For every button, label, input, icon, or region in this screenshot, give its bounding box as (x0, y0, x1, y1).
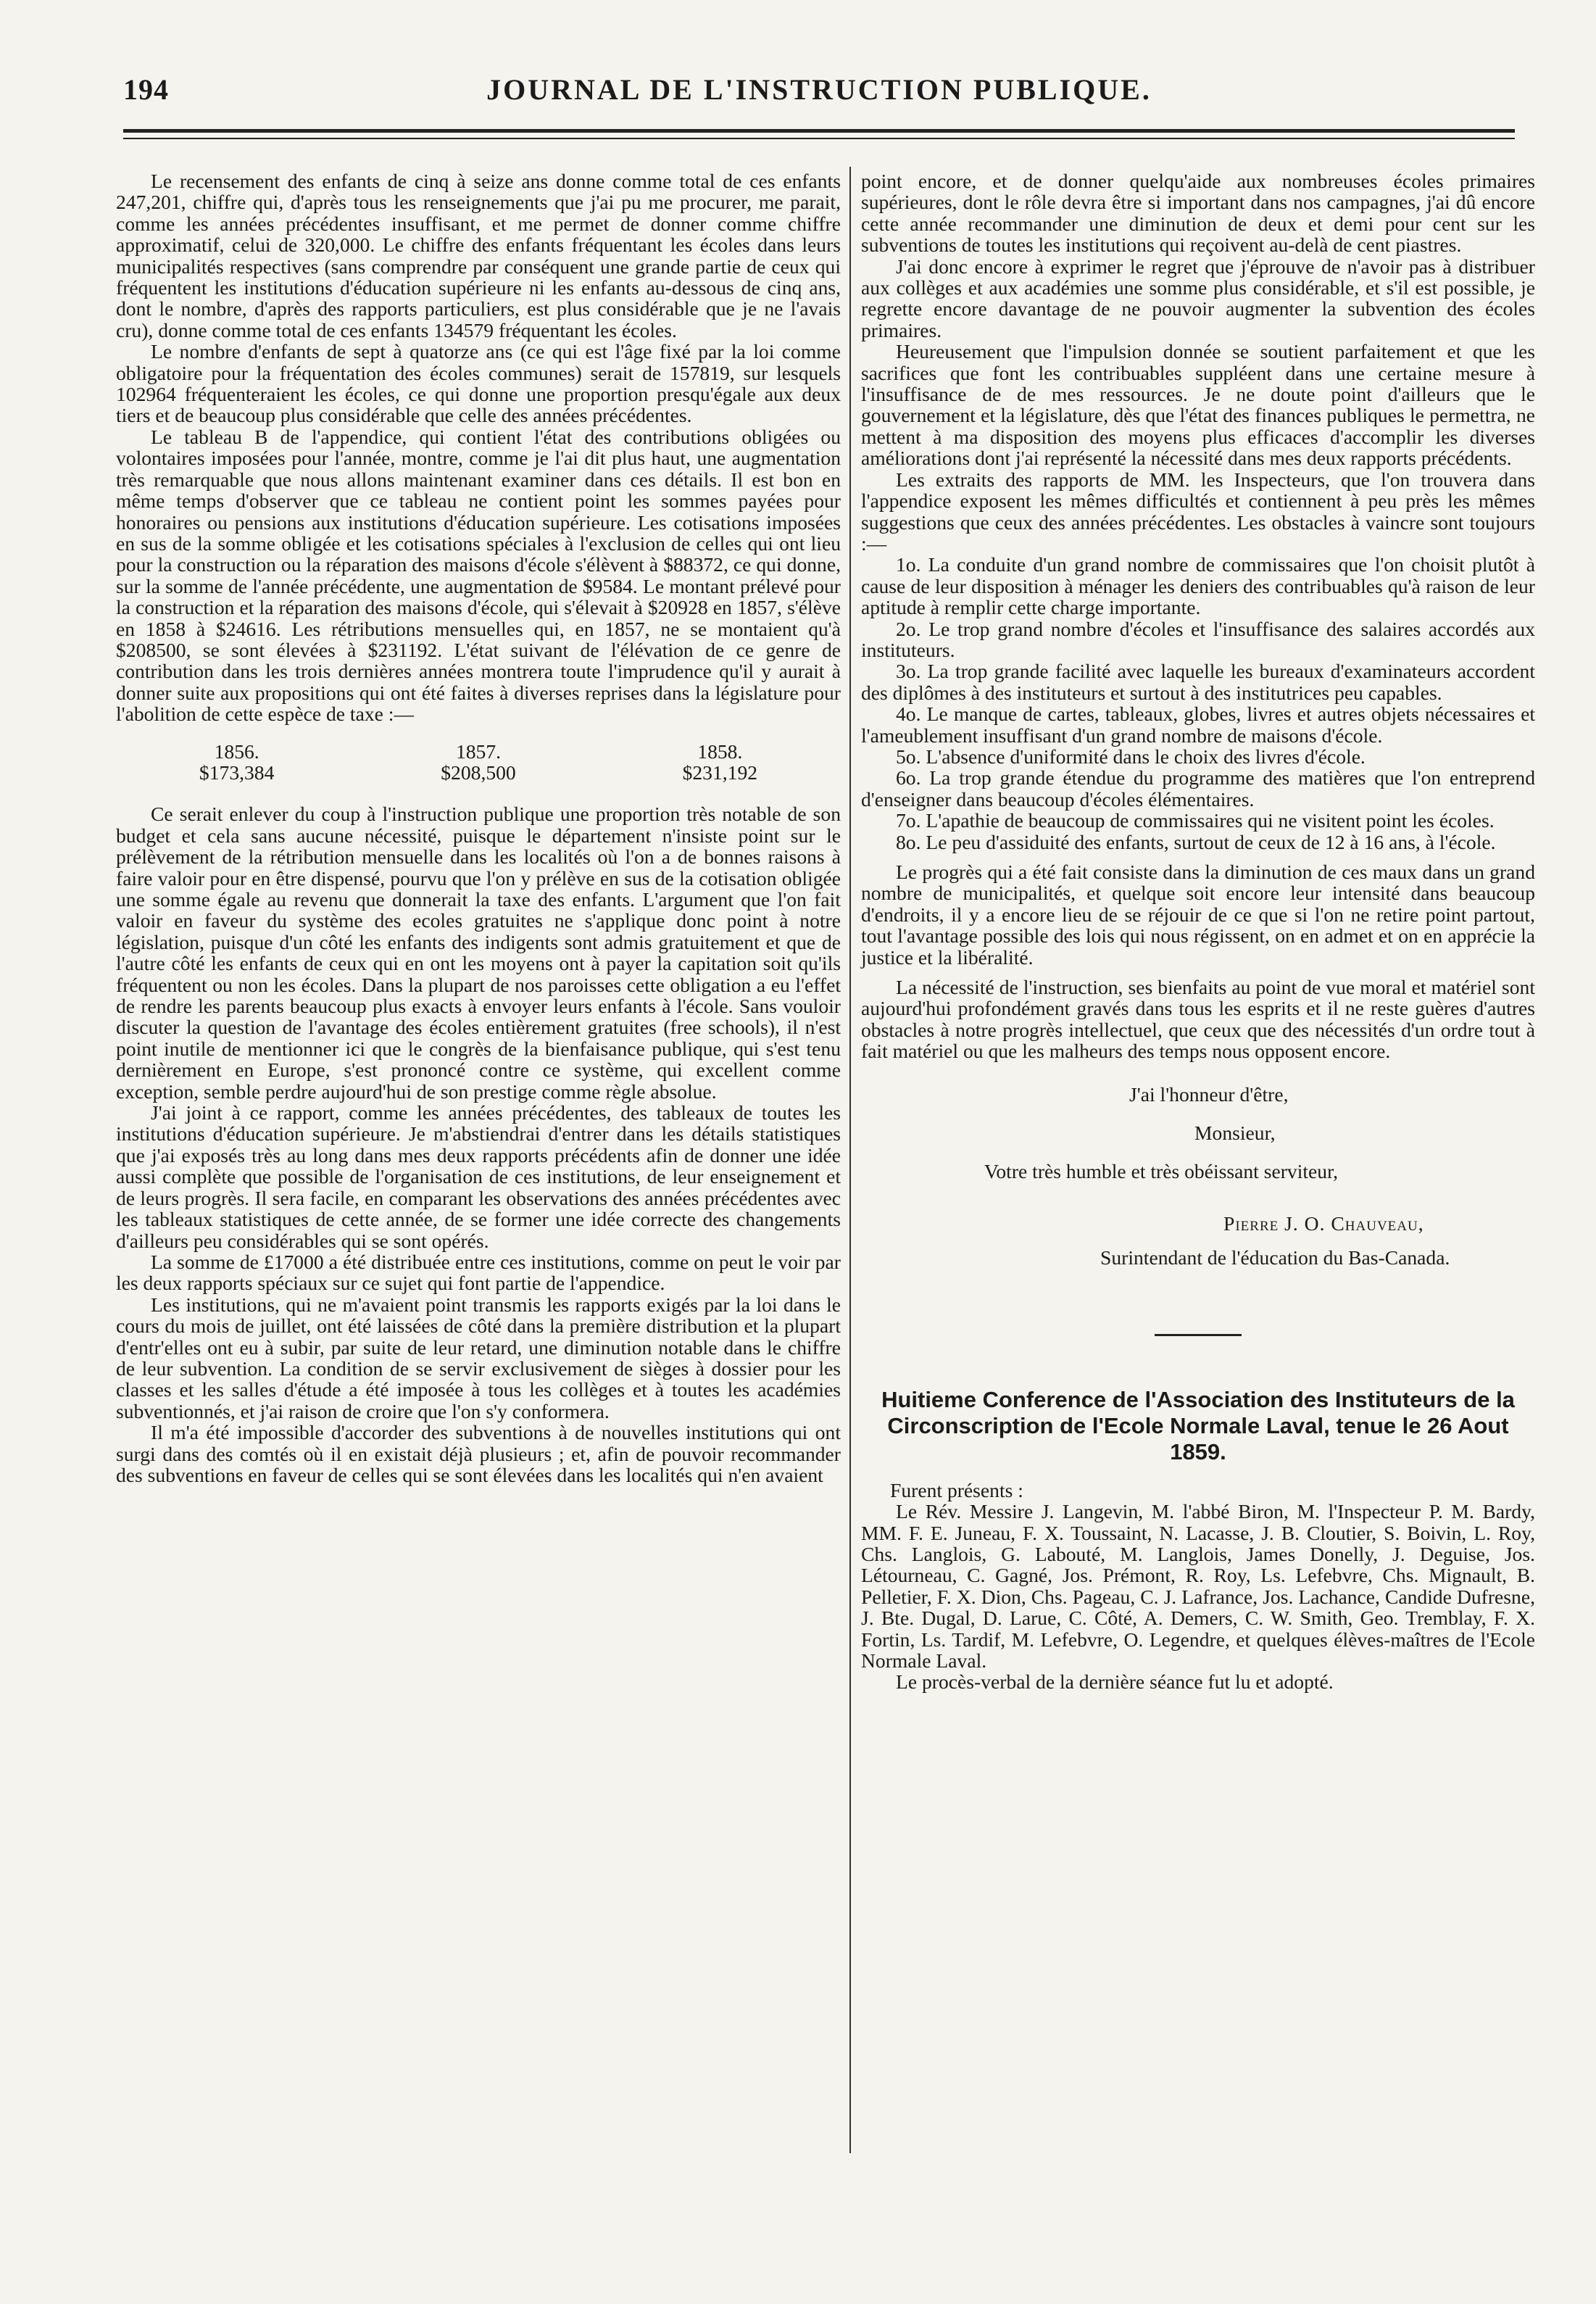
page-header (116, 72, 1522, 116)
paragraph: point encore, et de donner quelqu'aide aux nombreuses écoles primaires supérieures, dont le rôle devra être si important dans nos campagnes, j'ai dû encore cette année recommander une diminution de deux et demi pour cent sur les subventions de toutes les institutions qui reçoivent au-delà de cent piastres. (861, 170, 1535, 257)
present-label: Furent présents : (890, 1478, 1023, 1501)
signature-name: Pierre J. O. Chauveau, (1223, 1211, 1424, 1235)
obstacle-item: 5o. L'absence d'uniformité dans le choix des livres d'école. (896, 745, 1366, 768)
paragraph: Le recensement des enfants de cinq à seize ans donne comme total de ces enfants 247,201, chiffre qui, d'après tous les renseignements que j'ai pu me procurer, me parait, comme les années précédentes insuffisant, et me permet de donner comme chiffre approximatif, celui de 320,000. Le chiffre des enfants fréquentant les écoles dans leurs municipalités respectives (sans comprendre par conséquent une grande partie de ceux qui fréquentent les institutions d'éducation supérieure ni les enfants au-dessous de cinq ans, dont le nombre, d'après des rapports particuliers, est plus considérable que je ne l'avais cru), donne comme total de ces enfants 134579 fréquentant les écoles. (116, 170, 841, 341)
figure-1857 (441, 741, 515, 784)
section-heading: Huitieme Conference de l'Association des Instituteurs de la Circonscription de l'Ecole Normale Laval, tenue le 26 Aout 1859. (881, 1386, 1515, 1464)
paragraph: Le tableau B de l'appendice, qui contient l'état des contributions obligées ou volontaires imposées pour l'année, montre, comme je l'ai dit plus haut, une augmentation très remarquable que nous allons maintenant examiner dans ces détails. Il est bon en même temps d'observer que ce tableau ne contient point les sommes payées pour honoraires ou pensions aux institutions d'éducation supérieure. Les cotisations imposées en sus de la somme obligée et les cotisations spéciales à l'exclusion de celles qui ont lieu pour la construction ou la réparation des maisons d'école s'élèvent à $88372, ce qui donne, sur la somme de l'année précédente, une augmentation de $9584. Le montant prélevé pour la construction et la réparation des maisons d'école, qui s'élevait à $20928 en 1857, s'élève en 1858 à $24616. Les rétributions mensuelles qui, en 1857, ne se montaient qu'à $208500, se sont élevées à $231192. L'état suivant de l'élévation de ce genre de contribution dans les trois dernières années montrera toute l'imprudence qu'il y aurait à donner suite aux propositions qui ont été faites à diverses reprises dans la législature pour l'abolition de cette espèce de taxe :— (116, 425, 841, 726)
paragraph: Les institutions, qui ne m'avaient point transmis les rapports exigés par la loi dans le cours du mois de juillet, ont été laissées de côté dans la première distribution et la plupart d'entr'elles ont eu à subir, par suite de leur retard, une diminution notable dans le chiffre de leur subvention. La condition de se servir exclusivement de sièges à dossier pour les classes et les salles d'étude a été imposée à tous les collèges et à toutes les académies subventionnés, et j'ai raison de croire que l'on s'y conformera. (116, 1293, 841, 1422)
closing-salutation: Monsieur, (1194, 1122, 1276, 1145)
paragraph: La somme de £17000 a été distribuée entre ces institutions, comme on peut le voir par les deux rapports spéciaux sur ce sujet qui font partie de l'appendice. (116, 1250, 841, 1295)
paragraph: La nécessité de l'instruction, ses bienfaits au point de vue moral et matériel sont aujourd'hui profondément gravés dans tous les esprits et il ne reste guères d'autres obstacles à notre progrès intellectuel, que ceux que des nécessités d'un ordre tout à fait matériel ou que les malheurs des temps nous opposent encore. (861, 976, 1535, 1063)
obstacle-item: 3o. La trop grande facilité avec laquelle les bureaux d'examinateurs accordent des diplômes à des instituteurs et surtout à des institutrices peu capables. (861, 660, 1535, 704)
paragraph: Le progrès qui a été fait consiste dans la diminution de ces maux dans un grand nombre de municipalités, et quelque soit encore leur intensité dans beaucoup d'endroits, il y a encore lieu de se réjouir de ce que si l'on ne retire point partout, tout l'avantage possible des lois qui nous régissent, on en admet et on en apprécie la justice et la libéralité. (861, 861, 1535, 969)
section-separator (1155, 1334, 1242, 1336)
header-rule-thick (123, 129, 1515, 133)
header-rule-thin (123, 138, 1515, 139)
paragraph: Les extraits des rapports de MM. les Inspecteurs, que l'on trouvera dans l'appendice exposent les mêmes difficultés et contiennent à peu près les mêmes suggestions que ceux des années précédentes. Les obstacles à vaincre sont toujours :— (861, 468, 1535, 555)
paragraph: J'ai joint à ce rapport, comme les années précédentes, des tableaux de toutes les institutions d'éducation supérieure. Je m'abstiendrai d'entrer dans les détails statistiques que j'ai exposés très au long dans mes deux rapports précédents afin de donner une idée aussi complète que possible de l'organisation de ces institutions, de leur enseignement et de leurs progrès. Il sera facile, en comparant les observations des années précédentes avec les tableaux statistiques de cette année, de se former une idée correcte des changements d'ailleurs peu considérables qui se sont opérés. (116, 1101, 841, 1252)
paragraph: Il m'a été impossible d'accorder des subventions à de nouvelles institutions qui ont surgi dans des comtés où il en existait déjà plusieurs ; et, afin de pouvoir recommander des subventions en faveur de celles qui se sont élevées dans les localités qui n'en avaient (116, 1421, 841, 1486)
column-divider (849, 167, 851, 2153)
running-title: JOURNAL DE L'INSTRUCTION PUBLIQUE. (486, 73, 1152, 106)
closing-servant: Votre très humble et très obéissant serviteur, (984, 1160, 1339, 1183)
page-number: 194 (123, 73, 169, 106)
obstacle-item: 8o. Le peu d'assiduité des enfants, surtout de ceux de 12 à 16 ans, à l'école. (896, 830, 1496, 853)
figure-1858 (683, 741, 757, 784)
obstacle-item: 7o. L'apathie de beaucoup de commissaires qui ne visitent point les écoles. (896, 809, 1495, 832)
obstacle-item: 6o. La trop grande étendue du programme des matières que l'on entreprend d'enseigner dans beaucoup d'écoles élémentaires. (861, 766, 1535, 811)
figure-year: 1858. (697, 739, 743, 763)
right-column (861, 170, 1535, 1693)
figure-amount: $173,384 (199, 761, 275, 784)
figure-amount: $231,192 (682, 761, 758, 784)
paragraph: Le procès-verbal de la dernière séance fut lu et adopté. (896, 1670, 1334, 1694)
contribution-figures (116, 741, 841, 784)
figure-year: 1856. (214, 739, 259, 763)
figure-year: 1857. (455, 739, 502, 763)
paragraph: Ce serait enlever du coup à l'instruction publique une proportion très notable de son budget et cela sans aucune nécessité, puisque le département n'insiste point sur le prélèvement de la rétribution mensuelle dans les localités où l'on a de bonnes raisons à faire valoir pour en être dispensé, pourvu que l'on y prélève en sus de la cotisation obligée une somme égale au revenu que donnerait la taxe des enfants. L'argument que l'on fait valoir en faveur du système des ecoles gratuites ne s'applique donc point à notre législation, puisque d'un côté les enfants des indigents sont admis gratuitement et que de l'autre côté les enfants de ceux qui en ont les moyens ont à payer la capitation soit qu'ils fréquentent ou non les écoles. Dans la plupart de nos paroisses cette obligation a eu l'effet de rendre les parents beaucoup plus exacts à envoyer leurs enfants à l'école. Sans vouloir discuter la question de l'avantage des écoles entièrement gratuites (free schools), il n'est point inutile de mentionner ici que le congrès de la bienfaisance publique, qui s'est tenu dernièrement en Europe, s'est prononcé contre ce système, qui excellent comme exception, semble perdre aujourd'hui de son prestige comme règle absolue. (116, 803, 841, 1103)
figure-amount: $208,500 (441, 761, 516, 784)
obstacle-item: 1o. La conduite d'un grand nombre de commissaires que l'on choisit plutôt à cause de leur disposition à ménager les deniers des contribuables qu'à raison de leur aptitude à remplir cette charge importante. (861, 553, 1535, 619)
paragraph: Le nombre d'enfants de sept à quatorze ans (ce qui est l'âge fixé par la loi comme obligatoire pour la fréquentation des écoles communes) serait de 157819, sur lesquels 102964 fréquenteraient les écoles, ce qui donne une proportion presqu'égale aux deux tiers et de beaucoup plus considérable que celle des années précédentes. (116, 340, 841, 427)
closing-honour: J'ai l'honneur d'être, (1129, 1082, 1289, 1106)
left-column (116, 170, 841, 1485)
paragraph: J'ai donc encore à exprimer le regret que j'éprouve de n'avoir pas à distribuer aux collèges et aux académies une somme plus considérable, et s'il est possible, je regrette encore davantage de ne pouvoir augmenter la subvention des écoles primaires. (861, 254, 1535, 341)
obstacle-item: 4o. Le manque de cartes, tableaux, globes, livres et autres objets nécessaires et l'ameublement insuffisant d'un grand nombre de maisons d'école. (861, 703, 1535, 747)
obstacle-item: 2o. Le trop grand nombre d'écoles et l'insuffisance des salaires accordés aux instituteurs. (861, 617, 1535, 661)
figure-1856 (199, 741, 274, 784)
attendees-paragraph: Le Rév. Messire J. Langevin, M. l'abbé Biron, M. l'Inspecteur P. M. Bardy, MM. F. E. Juneau, F. X. Toussaint, N. Lacasse, J. B. Cloutier, S. Boivin, L. Roy, Chs. Langlois, G. Labouté, M. Langlois, James Donelly, J. Deguise, Jos. Létourneau, C. Gagné, Jos. Prémont, R. Roy, Ls. Lefebvre, Chs. Mignault, B. Pelletier, F. X. Dion, Chs. Pageau, C. J. Lafrance, Jos. Lachance, Candide Dufresne, J. Bte. Dugal, D. Larue, C. Côté, A. Demers, C. W. Smith, Geo. Tremblay, F. X. Fortin, Ls. Tardif, M. Lefebvre, O. Legendre, et quelques élèves-maîtres de l'Ecole Normale Laval. (861, 1500, 1535, 1672)
signature-position: Surintendant de l'éducation du Bas-Canada. (1100, 1246, 1450, 1269)
paragraph: Heureusement que l'impulsion donnée se soutient parfaitement et que les sacrifices que font les contribuables suppléent dans une certaine mesure à l'insuffisance de de mes ressources. Je ne doute point d'ailleurs que le gouvernement et la législature, dès que l'état des finances publiques le permettra, ne mettent à ma disposition des moyens plus efficaces d'accomplir les diverses améliorations dont j'ai représenté la nécessité dans mes deux rapports précédents. (861, 340, 1535, 470)
